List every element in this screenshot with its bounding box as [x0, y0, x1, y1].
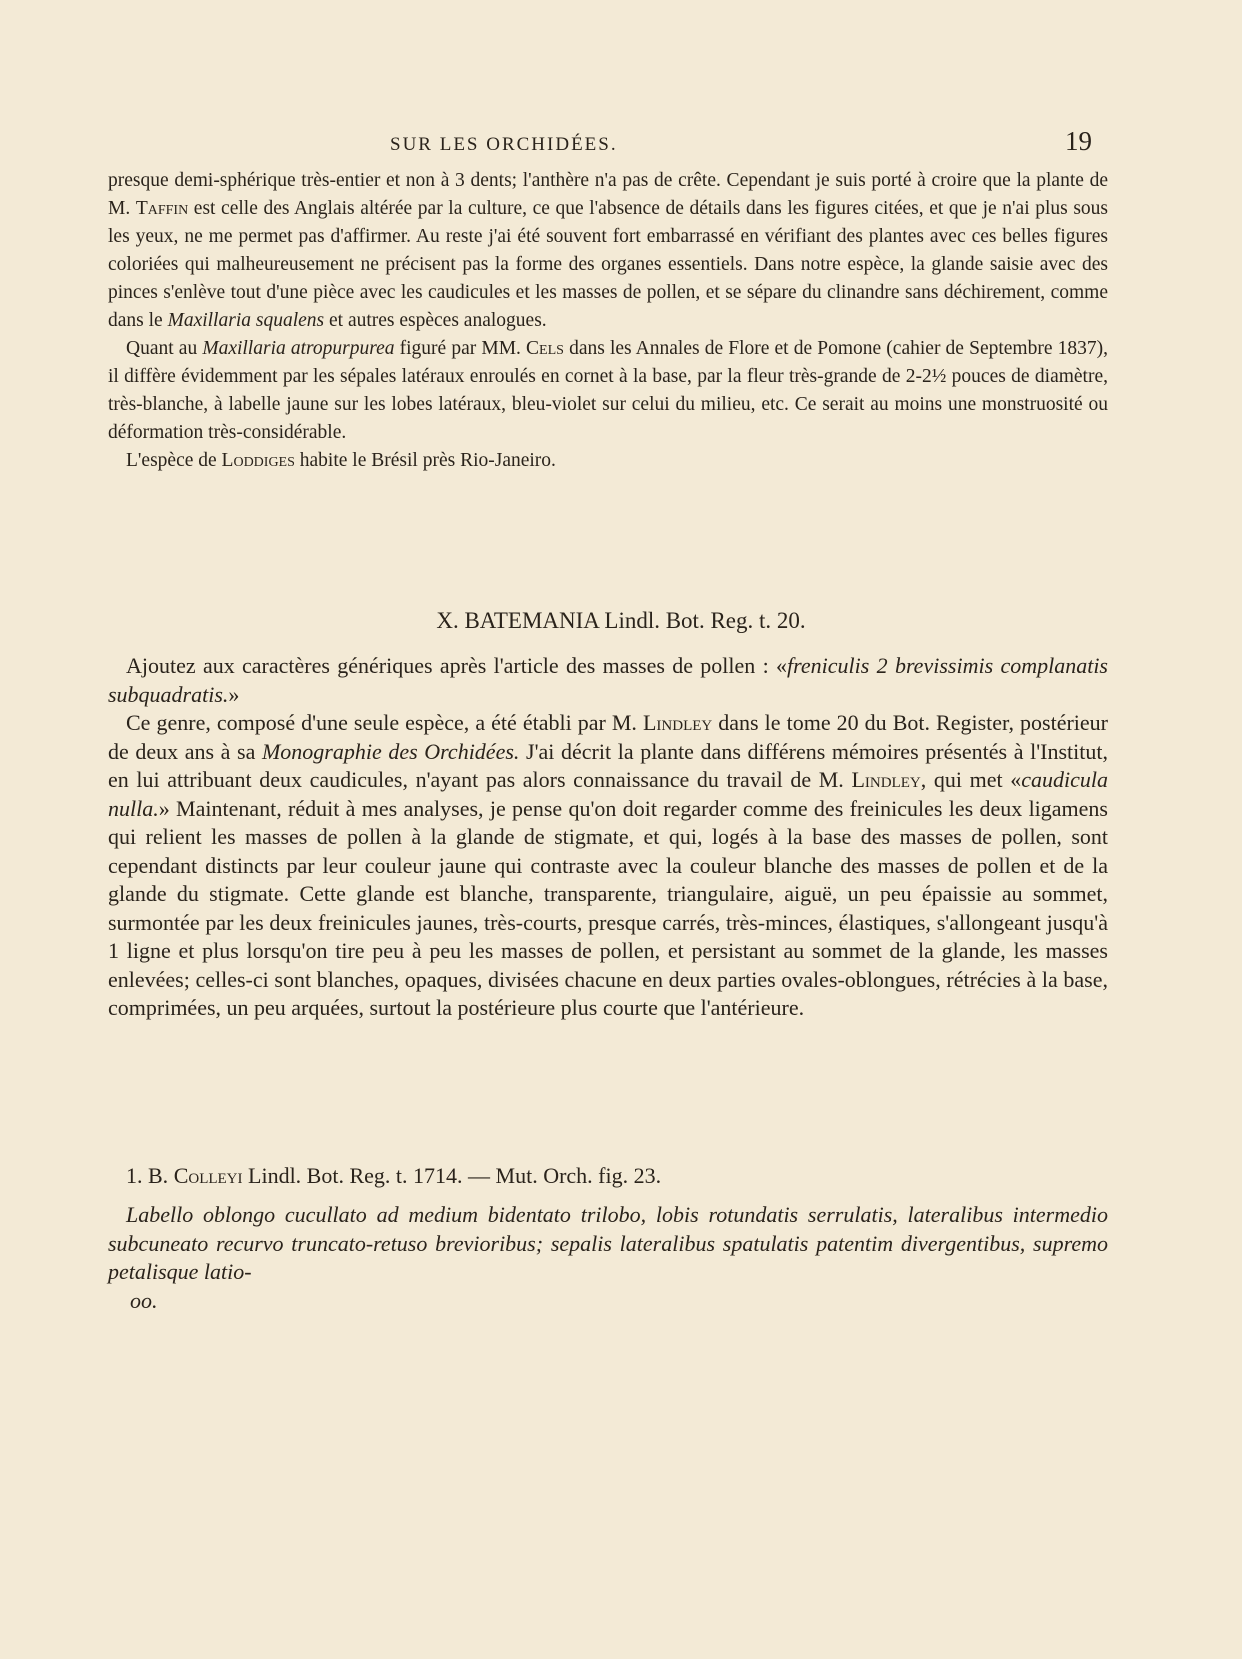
text-run: dans le tome 20 du Bot. Register, postérieur de deux ans à sa — [108, 710, 1108, 764]
species-name: Maxillaria atropurpurea — [202, 338, 395, 359]
latin-phrase: freniculis 2 brevissimis complanatis subquadratis. — [108, 653, 1108, 707]
text-run: Ajoutez aux caractères génériques après l'article des masses de pollen : « — [126, 653, 788, 678]
text-run: dans les Annales de Flore et de Pomone (cahier de Septembre 1837), il diffère évidemment par les sépales latéraux enroulés en cornet à la base, par la fleur très-grande de 2-2½ pouces de diamètre, très-blanche, à labelle jaune sur les lobes latéraux, bleu-violet sur celui du milieu, etc. Ce serait au moins une monstruosité ou déformation très-considérable. — [108, 338, 1108, 443]
paragraph-habitat — [108, 447, 1108, 475]
page-number: 19 — [1065, 126, 1092, 156]
text-run: figuré par MM. — [394, 338, 527, 359]
text-run: Lindl. Bot. Reg. t. 1714. — Mut. Orch. fig. 23. — [242, 1163, 662, 1188]
paragraph-anther — [108, 167, 1108, 335]
latin-diagnosis — [108, 1201, 1108, 1315]
author-name: Lindley — [851, 767, 921, 792]
paragraph-genus-description — [108, 709, 1108, 1023]
running-title: SUR LES ORCHIDÉES. — [390, 134, 618, 155]
continuation-text — [108, 167, 1108, 475]
text-run: et autres espèces analogues. — [324, 310, 547, 331]
text-run: » — [228, 681, 240, 707]
author-name: Loddiges — [221, 450, 295, 471]
text-run: est celle des Anglais altérée par la culture, ce que l'absence de détails dans les figures citées, et que je n'ai plus sous les yeux, ne me permet pas d'affirmer. Au reste j'ai été souvent fort embarrassé en vérifiant des plantes avec ces belles figures coloriées qui malheureusement ne précisent pas la forme des organes essentiels. Dans notre espèce, la glande saisie avec des pinces s'enlève tout d'une pièce avec les caudicules et les masses de pollen, et se sépare du clinandre sans déchirement, comme dans le — [108, 198, 1109, 331]
text-run: presque demi-sphérique très-entier et non à 3 dents; l'anthère n'a pas de crête. Cependant je suis porté à croire que la plante de M. — [108, 170, 1108, 219]
section-heading: X. BATEMANIA Lindl. Bot. Reg. t. 20. — [436, 608, 806, 633]
text-run: 1. B. — [126, 1163, 174, 1188]
text-run: » Maintenant, réduit à mes analyses, je pense qu'on doit regarder comme des freinicules les deux ligamens qui relient les masses de pollen à la glande de stigmate, et qui, logés à la base des masses de pollen, sont cependant distincts par leur couleur jaune qui contraste avec la couleur blanche des masses de pollen et de la glande du stigmate. Cette glande est blanche, transparente, triangulaire, aiguë, un peu épaissie au sommet, surmontée par les deux freinicules jaunes, très-courts, presque carrés, très-minces, élastiques, s'allongeant jusqu'à 1 ligne et plus lorsqu'on tire peu à peu les masses de pollen, et persistant au sommet de la glande, les masses enlevées; celles-ci sont blanches, opaques, divisées chacune en deux parties ovales-oblongues, rétrécies à la base, comprimées, un peu arquées, surtout la postérieure plus courte que l'antérieure. — [108, 795, 1108, 1020]
paragraph-atropurpurea — [108, 335, 1108, 447]
work-title: Monographie des Orchidées. — [261, 738, 520, 764]
author-name: Taffin — [135, 198, 189, 219]
diagnosis-last-line: oo. — [130, 1287, 158, 1313]
paragraph-generic-characters — [108, 652, 1108, 709]
text-run: Quant au — [126, 338, 203, 359]
species-entry — [126, 1163, 661, 1189]
batemania-text — [108, 652, 1108, 1023]
text-run: , qui met « — [920, 767, 1022, 792]
species-epithet: Colleyi — [173, 1163, 243, 1188]
latin-phrase: caudicula nulla. — [108, 767, 1108, 821]
text-run: habite le Brésil près Rio-Janeiro. — [294, 450, 556, 471]
species-name: Maxillaria squalens — [167, 310, 325, 331]
text-run: Ce genre, composé d'une seule espèce, a été établi par M. — [126, 710, 643, 735]
diagnosis-text: Labello oblongo cucullato ad medium bidentato trilobo, lobis rotundatis serrulatis, lateralibus intermedio subcuneato recurvo truncato-retuso brevioribus; sepalis lateralibus spatulatis patentim divergentibus, supremo petalisque latio- — [108, 1202, 1108, 1284]
text-run: L'espèce de — [126, 450, 222, 471]
author-name: Cels — [526, 338, 564, 359]
page-header — [108, 128, 1108, 160]
author-name: Lindley — [642, 710, 713, 735]
text-run: J'ai décrit la plante dans différens mémoires présentés à l'Institut, en lui attribuant deux caudicules, n'ayant pas alors connaissance du travail de M. — [108, 738, 1108, 792]
